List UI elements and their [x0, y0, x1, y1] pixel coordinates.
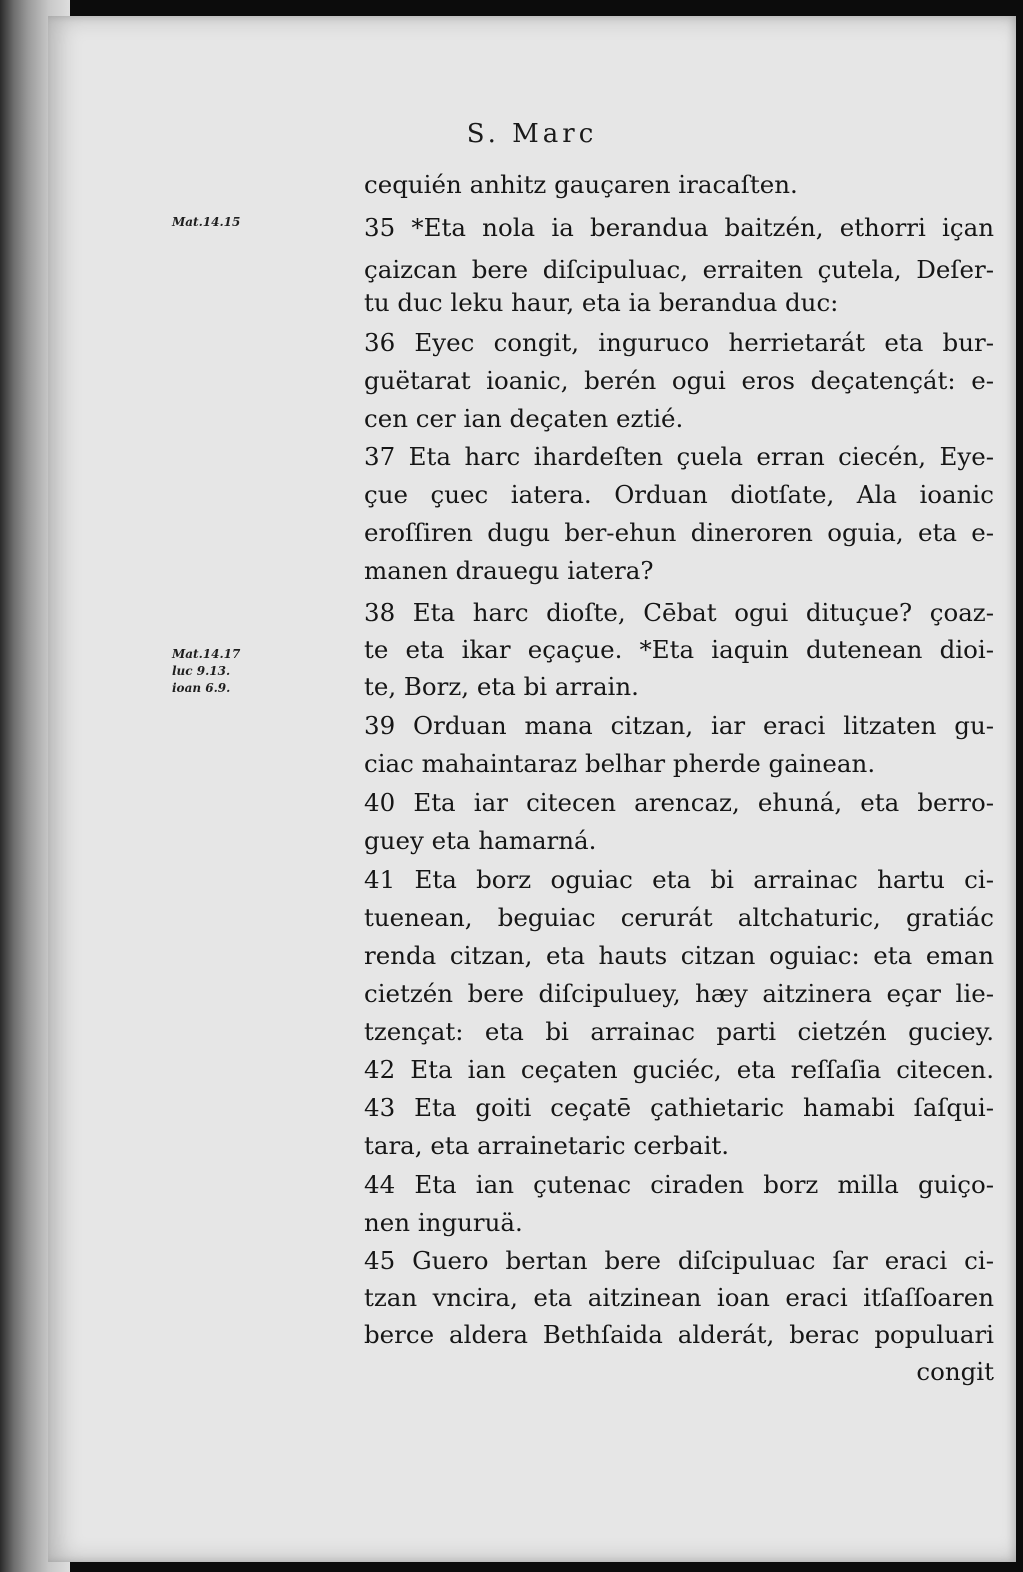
margin-reference: Mat.14.17: [172, 647, 241, 661]
text-line: berce aldera Bethſaida alderát, berac populuari: [364, 1320, 994, 1349]
book-page: [48, 16, 1016, 1562]
text-line: 40 Eta iar citecen arencaz, ehuná, eta berro-: [364, 788, 994, 817]
margin-reference: luc 9.13.: [172, 664, 231, 678]
text-line: 37 Eta harc ihardeſten çuela erran ciecén, Eye-: [364, 442, 994, 471]
text-line: 43 Eta goiti ceçatē çathietaric hamabi ſaſqui-: [364, 1093, 994, 1122]
text-line: tu duc leku haur, eta ia berandua duc:: [364, 288, 839, 317]
margin-reference: Mat.14.15: [172, 215, 241, 229]
text-line: guëtarat ioanic, berén ogui eros deçatençát: e-: [364, 366, 994, 395]
text-line: çaizcan bere diſcipuluac, erraiten çutela, Deſer-: [364, 255, 994, 284]
text-line: cen cer ian deçaten eztié.: [364, 404, 684, 433]
margin-reference: ioan 6.9.: [172, 681, 231, 695]
text-line: 42 Eta ian ceçaten guciéc, eta reſſaſia citecen.: [364, 1055, 994, 1084]
text-line: te, Borz, eta bi arrain.: [364, 672, 639, 701]
text-line: manen drauegu iatera?: [364, 556, 654, 585]
text-line: tuenean, beguiac cerurát altchaturic, gratiác: [364, 903, 994, 932]
text-line: ciac mahaintaraz belhar pherde gainean.: [364, 749, 876, 778]
text-line: 36 Eyec congit, inguruco herrietarát eta bur-: [364, 328, 994, 357]
text-line: 45 Guero bertan bere diſcipuluac ſar eraci ci-: [364, 1246, 994, 1275]
text-line: tzençat: eta bi arrainac parti cietzén guciey.: [364, 1017, 994, 1046]
text-line: renda citzan, eta hauts citzan oguiac: eta eman: [364, 941, 994, 970]
page-header: S. Marc: [466, 119, 598, 149]
text-line: eroſſiren dugu ber-ehun dineroren oguia, eta e-: [364, 518, 994, 547]
text-line: nen inguruä.: [364, 1208, 523, 1237]
text-line: 39 Orduan mana citzan, iar eraci litzaten gu-: [364, 711, 994, 740]
catchword: congit: [916, 1357, 994, 1386]
text-line: guey eta hamarná.: [364, 826, 597, 855]
text-line: 35 *Eta nola ia berandua baitzén, ethorri içan: [364, 213, 994, 242]
text-line: 41 Eta borz oguiac eta bi arrainac hartu ci-: [364, 865, 994, 894]
text-line: cequién anhitz gauçaren iracaſten.: [364, 170, 798, 199]
text-line: çue çuec iatera. Orduan diotſate, Ala ioanic: [364, 480, 994, 509]
text-line: te eta ikar eçaçue. *Eta iaquin dutenean dioi-: [364, 635, 994, 664]
text-line: 44 Eta ian çutenac ciraden borz milla guiço-: [364, 1170, 994, 1199]
text-line: 38 Eta harc dioſte, Cēbat ogui dituçue? çoaz-: [364, 598, 994, 627]
text-line: cietzén bere diſcipuluey, hæy aitzinera eçar lie-: [364, 979, 994, 1008]
text-line: tara, eta arrainetaric cerbait.: [364, 1131, 730, 1160]
text-line: tzan vncira, eta aitzinean ioan eraci itſaſſoaren: [364, 1283, 994, 1312]
